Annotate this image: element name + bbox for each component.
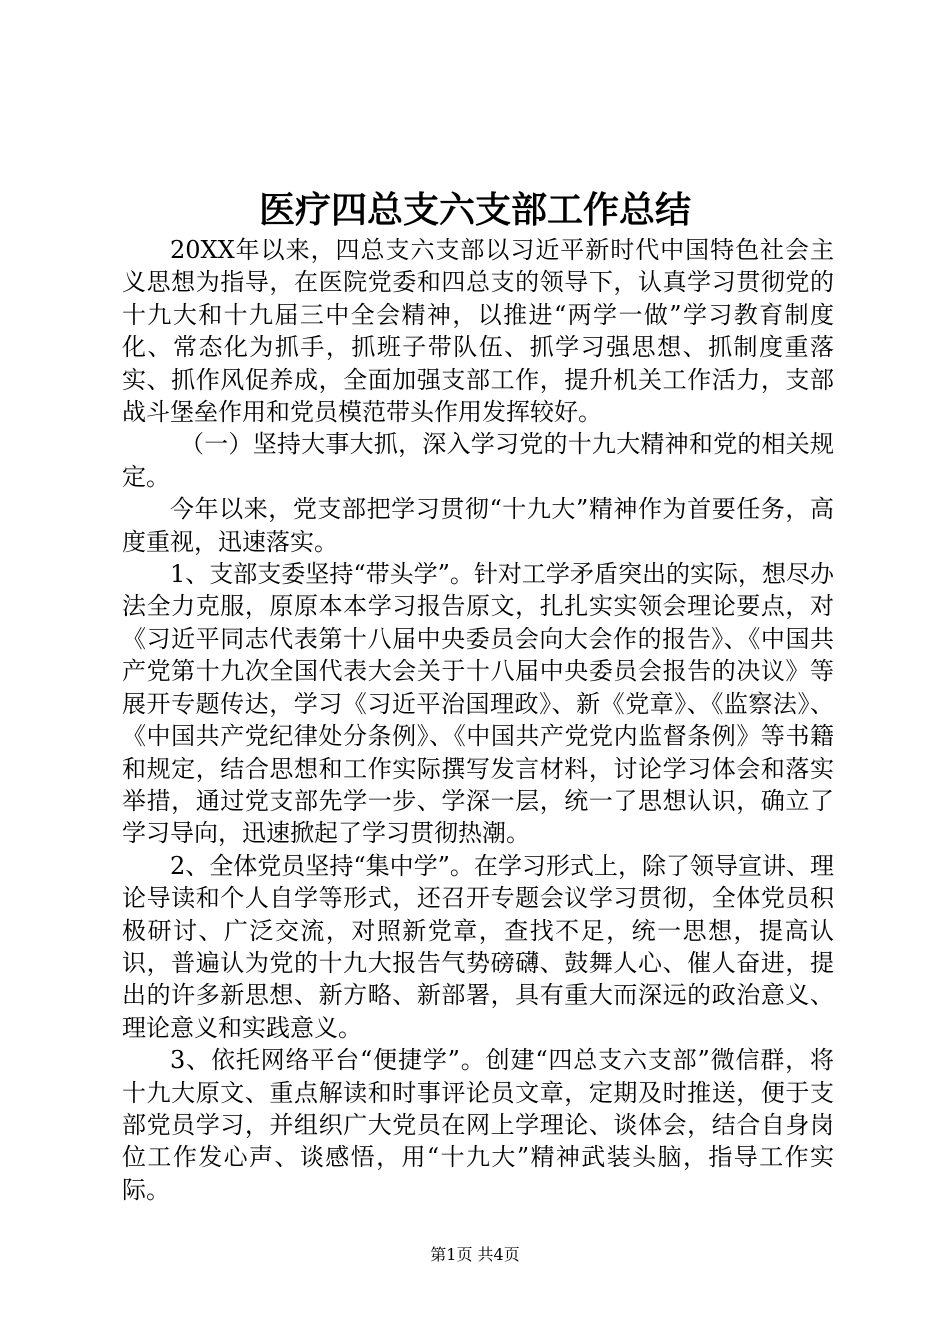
document-body — [122, 234, 834, 1206]
paragraph-intro: 20XX年以来，四总支六支部以习近平新时代中国特色社会主义思想为指导，在医院党委和四总支的领导下，认真学习贯彻党的十九大和十九届三中全会精神，以推进“两学一做”学习教育制度化、常态化为抓手，抓班子带队伍、抓学习强思想、抓制度重落实、抓作风促养成，全面加强支部工作，提升机关工作活力，支部战斗堡垒作用和党员模范带头作用发挥较好。 — [122, 236, 834, 427]
document-title: 医疗四总支六支部工作总结 — [258, 189, 691, 231]
section-heading-1: （一）坚持大事大抓，深入学习党的十九大精神和党的相关规定。 — [122, 430, 834, 491]
paragraph-item-2: 2、全体党员坚持“集中学”。在学习形式上，除了领导宣讲、理论导读和个人自学等形式，还召开专题会议学习贯彻，全体党员积极研讨、广泛交流，对照新党章，查找不足，统一思想，提高认识，普遍认为党的十九大报告气势磅礴、鼓舞人心、催人奋进，提出的许多新思想、新方略、新部署，具有重大而深远的政治意义、理论意义和实践意义。 — [122, 851, 834, 1042]
paragraph-item-3: 3、依托网络平台“便捷学”。创建“四总支六支部”微信群，将十九大原文、重点解读和时事评论员文章，定期及时推送，便于支部党员学习，并组织广大党员在网上学理论、谈体会，结合自身岗位工作发心声、谈感悟，用“十九大”精神武装头脑，指导工作实际。 — [122, 1046, 834, 1204]
page-footer: 第1页 共4页 — [430, 1245, 520, 1264]
paragraph-section-1-intro: 今年以来，党支部把学习贯彻“十九大”精神作为首要任务，高度重视，迅速落实。 — [122, 495, 834, 556]
paragraph-item-1: 1、支部支委坚持“带头学”。针对工学矛盾突出的实际，想尽办法全力克服，原原本本学习报告原文，扎扎实实领会理论要点，对《习近平同志代表第十八届中央委员会向大会作的报告》、《中国共产党第十九次全国代表大会关于十八届中央委员会报告的决议》等展开专题传达，学习《习近平治国理政》、新《党章》、《监察法》、《中国共产党纪律处分条例》、《中国共产党党内监督条例》等书籍和规定，结合思想和工作实际撰写发言材料，讨论学习体会和落实举措，通过党支部先学一步、学深一层，统一了思想认识，确立了学习导向，迅速掀起了学习贯彻热潮。 — [122, 560, 834, 848]
